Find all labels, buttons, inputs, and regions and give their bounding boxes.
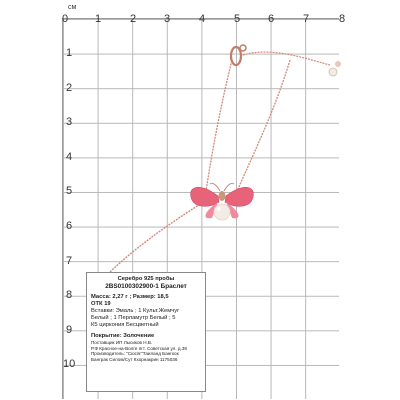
ruler-left-9: 9 [66, 324, 73, 336]
ruler-left-6: 6 [66, 220, 73, 232]
tag-metal: Серебро 925 пробы [117, 276, 175, 282]
tag-otk: ОТК 19 [91, 301, 111, 307]
ruler-top-0: 0 [62, 13, 69, 25]
ruler-top-5: 5 [234, 13, 241, 25]
product-tag [86, 272, 206, 392]
tag-inserts-2: Белый ; 1 Перламутр Белый ; 5 [91, 315, 176, 321]
ruler-left-3: 3 [66, 116, 73, 128]
ruler-left-5: 5 [66, 185, 73, 197]
end-charm [329, 61, 341, 76]
ruler-left-8: 8 [66, 289, 73, 301]
tag-manufacturer: Производитель: "Сюсяг"Таиланд Бангкок [91, 351, 179, 356]
tag-inserts-3: К5 циркония Бесцветный [91, 322, 159, 328]
tag-coating: Покрытие: Золочение [91, 333, 155, 339]
ruler-top-2: 2 [130, 13, 137, 25]
chain-left-upper [205, 60, 232, 198]
ruler-unit: см [68, 4, 77, 11]
tag-address: Р.Ф Красное-на-Волге пгт. Советская ул. д.39 [91, 345, 187, 351]
tag-manufacturer-address: Банграк Силом/Сут Кхорнакрин 1175036 [91, 356, 178, 362]
chain-right [234, 60, 290, 198]
tag-supplier: Поставщик ИП Лысиков Н.В. [91, 340, 153, 345]
ruler-top-1: 1 [95, 13, 102, 25]
ruler-left-4: 4 [66, 151, 73, 163]
ruler-top-4: 4 [199, 13, 206, 25]
ruler-left-1: 1 [66, 47, 73, 59]
ruler-top-6: 6 [268, 13, 275, 25]
tag-article: 2BS0100302900-1 Браслет [105, 283, 187, 290]
tag-weight-size: Масса: 2,27 г ; Размер: 18,5 [91, 294, 169, 300]
ruler-left-10: 10 [63, 358, 76, 370]
tag-inserts-1: Вставки: Эмаль ; 1 Культ.Жемчуг [91, 308, 180, 314]
chain-extension [240, 52, 330, 65]
ruler-top-8: 8 [339, 13, 346, 25]
ruler-top-7: 7 [303, 13, 310, 25]
bee-charm [191, 183, 254, 220]
ruler-left-7: 7 [66, 255, 73, 267]
ruler-top-3: 3 [164, 13, 171, 25]
ruler-left-2: 2 [66, 82, 73, 94]
